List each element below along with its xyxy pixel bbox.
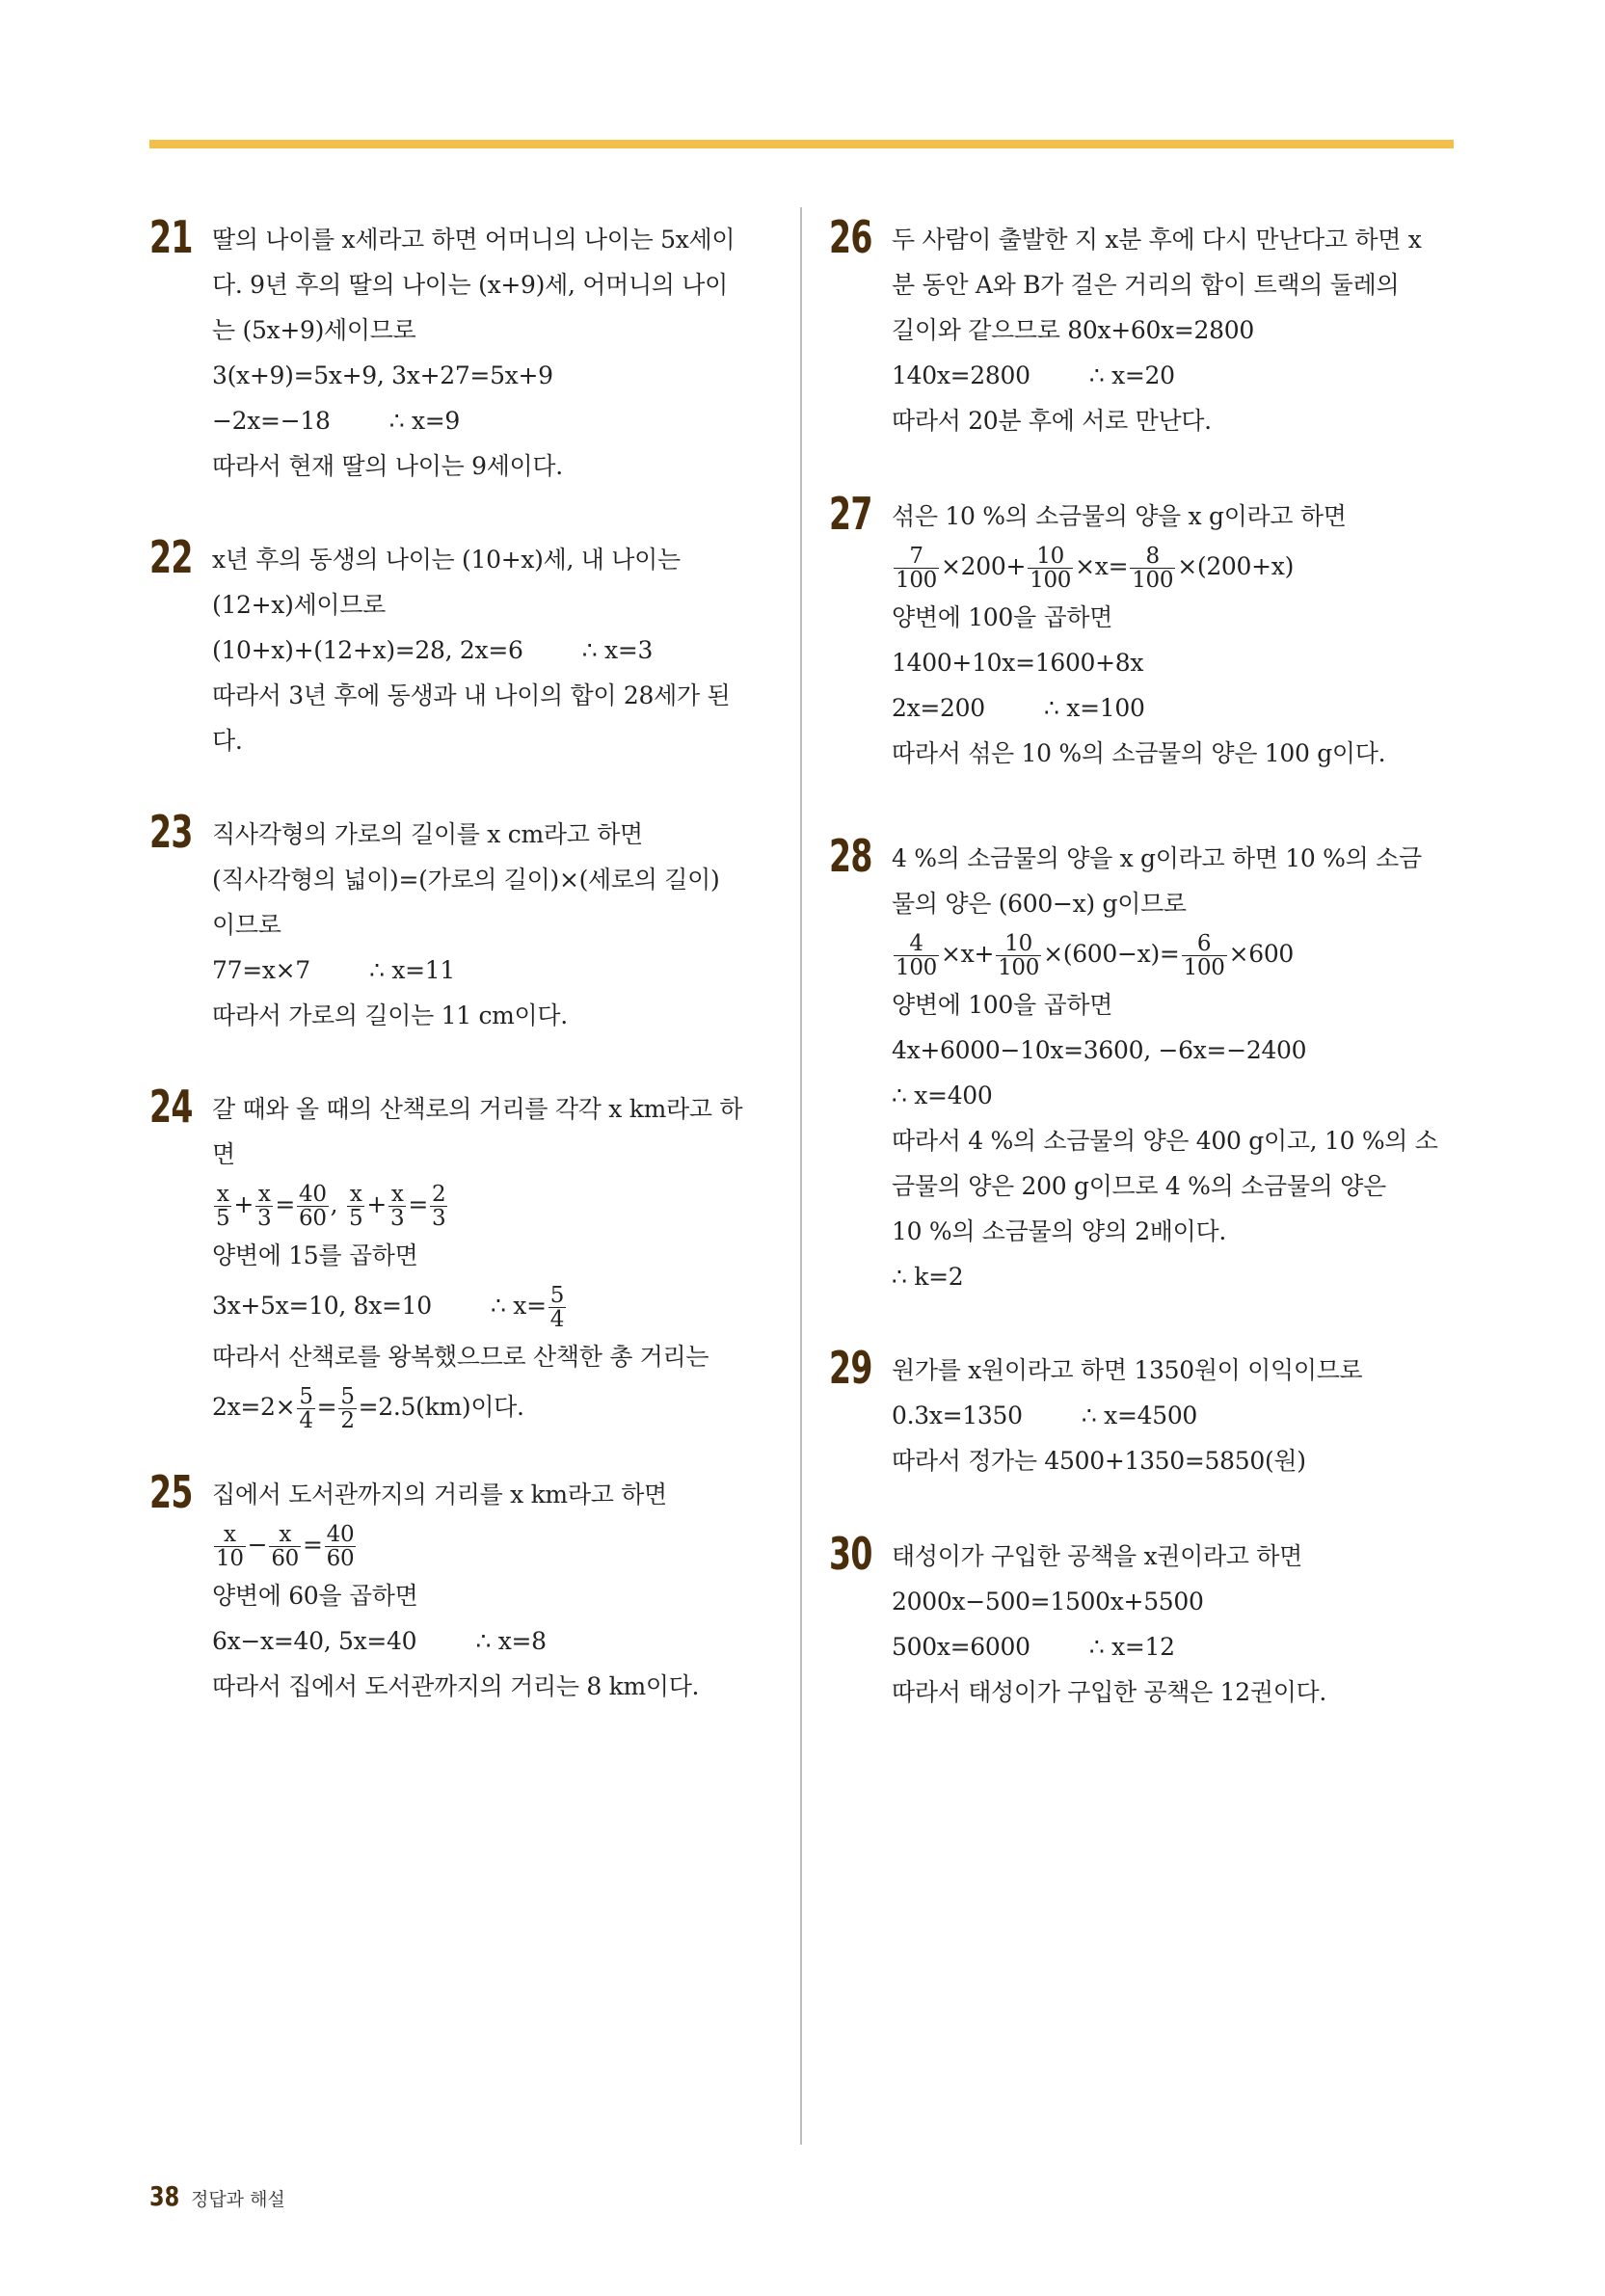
equation-line: 500x=6000 ∴ x=12	[892, 1633, 1175, 1661]
footer-label: 정답과 해설	[190, 2189, 285, 2210]
equation-line: 2000x−500=1500x+5500	[892, 1588, 1204, 1615]
solution-line: 다. 9년 후의 딸의 나이는 (x+9)세, 어머니의 나이	[212, 271, 728, 299]
solution-conclusion: 따라서 가로의 길이는 11 cm이다.	[212, 1001, 568, 1029]
equation-line: ∴ x=400	[892, 1081, 993, 1109]
fraction: $\frac{x}{60}$	[271, 1522, 299, 1571]
problem-number: 28	[829, 830, 872, 882]
solution-conclusion: 따라서 20분 후에 서로 만난다.	[892, 407, 1212, 435]
problem-number: 27	[829, 488, 872, 540]
problem-28	[829, 830, 1446, 1299]
solution-conclusion: 따라서 3년 후에 동생과 내 나이의 합이 28세가 된	[212, 681, 731, 709]
fraction-equation: $\frac{7}{100}$ ×200+ $\frac{10}{100}$ ×x= $\frac{8}{100}$ ×(200+x)	[896, 544, 1295, 593]
problem-30	[829, 1528, 1446, 1715]
equation-line: 77=x×7 ∴ x=11	[212, 956, 455, 984]
fraction: $\frac{4}{100}$	[896, 931, 937, 980]
problem-24	[149, 1081, 766, 1435]
problem-number: 24	[149, 1081, 193, 1133]
solution-conclusion: 10 %의 소금물의 양의 2배이다.	[892, 1217, 1227, 1245]
solution-conclusion: 따라서 집에서 도서관까지의 거리는 8 km이다.	[212, 1672, 700, 1700]
top-accent-rule	[149, 140, 1454, 148]
fraction: $\frac{6}{100}$	[1183, 931, 1225, 980]
fraction: $\frac{40}{60}$	[299, 1182, 327, 1231]
solution-line: 따라서 산책로를 왕복했으므로 산책한 총 거리는	[212, 1343, 709, 1371]
page-number: 38	[149, 2180, 180, 2212]
solution-line: 물의 양은 (600−x) g이므로	[892, 890, 1187, 918]
solution-conclusion: 금물의 양은 200 g이므로 4 %의 소금물의 양은	[892, 1172, 1386, 1200]
solution-line: 원가를 x원이라고 하면 1350원이 이익이므로	[892, 1356, 1363, 1384]
problem-number: 30	[829, 1528, 872, 1580]
fraction: $\frac{x}{3}$	[389, 1182, 405, 1231]
solution-line: 양변에 100을 곱하면	[892, 991, 1113, 1019]
problem-number: 29	[829, 1342, 872, 1394]
solution-conclusion: 따라서 태성이가 구입한 공책은 12권이다.	[892, 1678, 1327, 1706]
problem-21	[149, 211, 766, 489]
solution-line: 면	[212, 1140, 235, 1168]
solution-line: (직사각형의 넓이)=(가로의 길이)×(세로의 길이)	[212, 866, 720, 894]
solution-line: 길이와 같으므로 80x+60x=2800	[892, 316, 1254, 344]
solution-line: 양변에 15를 곱하면	[212, 1241, 418, 1269]
equation-line: 3(x+9)=5x+9, 3x+27=5x+9	[212, 361, 553, 389]
equation-line: 4x+6000−10x=3600, −6x=−2400	[892, 1036, 1307, 1064]
fraction: $\frac{x}{5}$	[216, 1182, 230, 1231]
solution-conclusion: 따라서 정가는 4500+1350=5850(원)	[892, 1447, 1306, 1475]
left-column	[149, 211, 766, 1709]
fraction: $\frac{5}{4}$	[549, 1283, 565, 1332]
equation-line: 2x=200 ∴ x=100	[892, 694, 1145, 722]
equation-line: 3x+5x=10, 8x=10 ∴ x= $\frac{5}{4}$	[212, 1283, 565, 1332]
solution-line: 섞은 10 %의 소금물의 양을 x g이라고 하면	[892, 502, 1347, 530]
equation-line: (10+x)+(12+x)=28, 2x=6 ∴ x=3	[212, 636, 654, 664]
solution-line: 갈 때와 올 때의 산책로의 거리를 각각 x km라고 하	[212, 1095, 743, 1123]
solution-conclusion: 따라서 섞은 10 %의 소금물의 양은 100 g이다.	[892, 739, 1386, 767]
fraction: $\frac{x}{5}$	[348, 1182, 363, 1231]
problem-25	[149, 1466, 766, 1709]
solution-line: (12+x)세이므로	[212, 591, 386, 619]
problem-number: 21	[149, 211, 193, 263]
problem-23	[149, 806, 766, 1038]
solution-line: 는 (5x+9)세이므로	[212, 316, 416, 344]
fraction: $\frac{7}{100}$	[896, 544, 937, 593]
fraction: $\frac{2}{3}$	[431, 1182, 446, 1231]
fraction: $\frac{10}{100}$	[1030, 544, 1072, 593]
solution-line: 4 %의 소금물의 양을 x g이라고 하면 10 %의 소금	[892, 844, 1422, 872]
solution-line: 양변에 60을 곱하면	[212, 1582, 418, 1610]
problem-number: 26	[829, 211, 872, 263]
problem-number: 22	[149, 531, 193, 583]
solution-conclusion: 따라서 현재 딸의 나이는 9세이다.	[212, 452, 563, 480]
problem-22	[149, 531, 766, 763]
fraction-equation: $\frac{x}{5}$ + $\frac{x}{3}$ = $\frac{40}{60}$ , $\frac{x}{5}$ + $\frac{x}{3}$ = $\frac{2}{3}$	[216, 1182, 446, 1231]
solution-line: 이므로	[212, 911, 281, 939]
solution-line: 양변에 100을 곱하면	[892, 603, 1113, 631]
equation-line: 0.3x=1350 ∴ x=4500	[892, 1402, 1198, 1429]
answer-line: ∴ k=2	[892, 1263, 964, 1291]
fraction: $\frac{x}{10}$	[216, 1522, 244, 1571]
solution-line: 두 사람이 출발한 지 x분 후에 다시 만난다고 하면 x	[892, 226, 1422, 254]
problem-29	[829, 1342, 1446, 1483]
problem-26	[829, 211, 1446, 443]
equation-line: 140x=2800 ∴ x=20	[892, 361, 1175, 389]
fraction-equation: $\frac{4}{100}$ ×x+ $\frac{10}{100}$ ×(600−x)= $\frac{6}{100}$ ×600	[896, 931, 1295, 980]
problem-number: 23	[149, 806, 193, 858]
fraction: $\frac{5}{4}$	[299, 1384, 313, 1433]
solution-line: x년 후의 동생의 나이는 (10+x)세, 내 나이는	[212, 546, 681, 574]
problem-number: 25	[149, 1466, 193, 1518]
equation-line: 1400+10x=1600+8x	[892, 649, 1144, 677]
solution-line: 분 동안 A와 B가 걸은 거리의 합이 트랙의 둘레의	[892, 271, 1400, 299]
fraction: $\frac{10}{100}$	[998, 931, 1040, 980]
solution-line: 태성이가 구입한 공책을 x권이라고 하면	[892, 1542, 1302, 1570]
solution-conclusion: 다.	[212, 727, 243, 755]
equation-line: 6x−x=40, 5x=40 ∴ x=8	[212, 1627, 547, 1655]
right-column	[829, 211, 1446, 1715]
solution-line: 딸의 나이를 x세라고 하면 어머니의 나이는 5x세이	[212, 226, 736, 254]
solution-line: 집에서 도서관까지의 거리를 x km라고 하면	[212, 1481, 667, 1508]
column-divider	[800, 207, 802, 2145]
solution-conclusion: 따라서 4 %의 소금물의 양은 400 g이고, 10 %의 소	[892, 1127, 1438, 1155]
fraction: $\frac{5}{2}$	[340, 1384, 355, 1433]
fraction: $\frac{x}{3}$	[257, 1182, 272, 1231]
fraction: $\frac{40}{60}$	[326, 1522, 355, 1571]
solution-conclusion: 2x=2× $\frac{5}{4}$ = $\frac{5}{2}$ =2.5(km)이다.	[212, 1384, 524, 1433]
fraction: $\frac{8}{100}$	[1132, 544, 1174, 593]
page-footer	[149, 2180, 285, 2212]
fraction-equation: $\frac{x}{10}$ − $\frac{x}{60}$ = $\frac{40}{60}$	[216, 1522, 355, 1571]
problem-27	[829, 488, 1446, 788]
solution-line: 직사각형의 가로의 길이를 x cm라고 하면	[212, 820, 643, 848]
equation-line: −2x=−18 ∴ x=9	[212, 407, 461, 435]
